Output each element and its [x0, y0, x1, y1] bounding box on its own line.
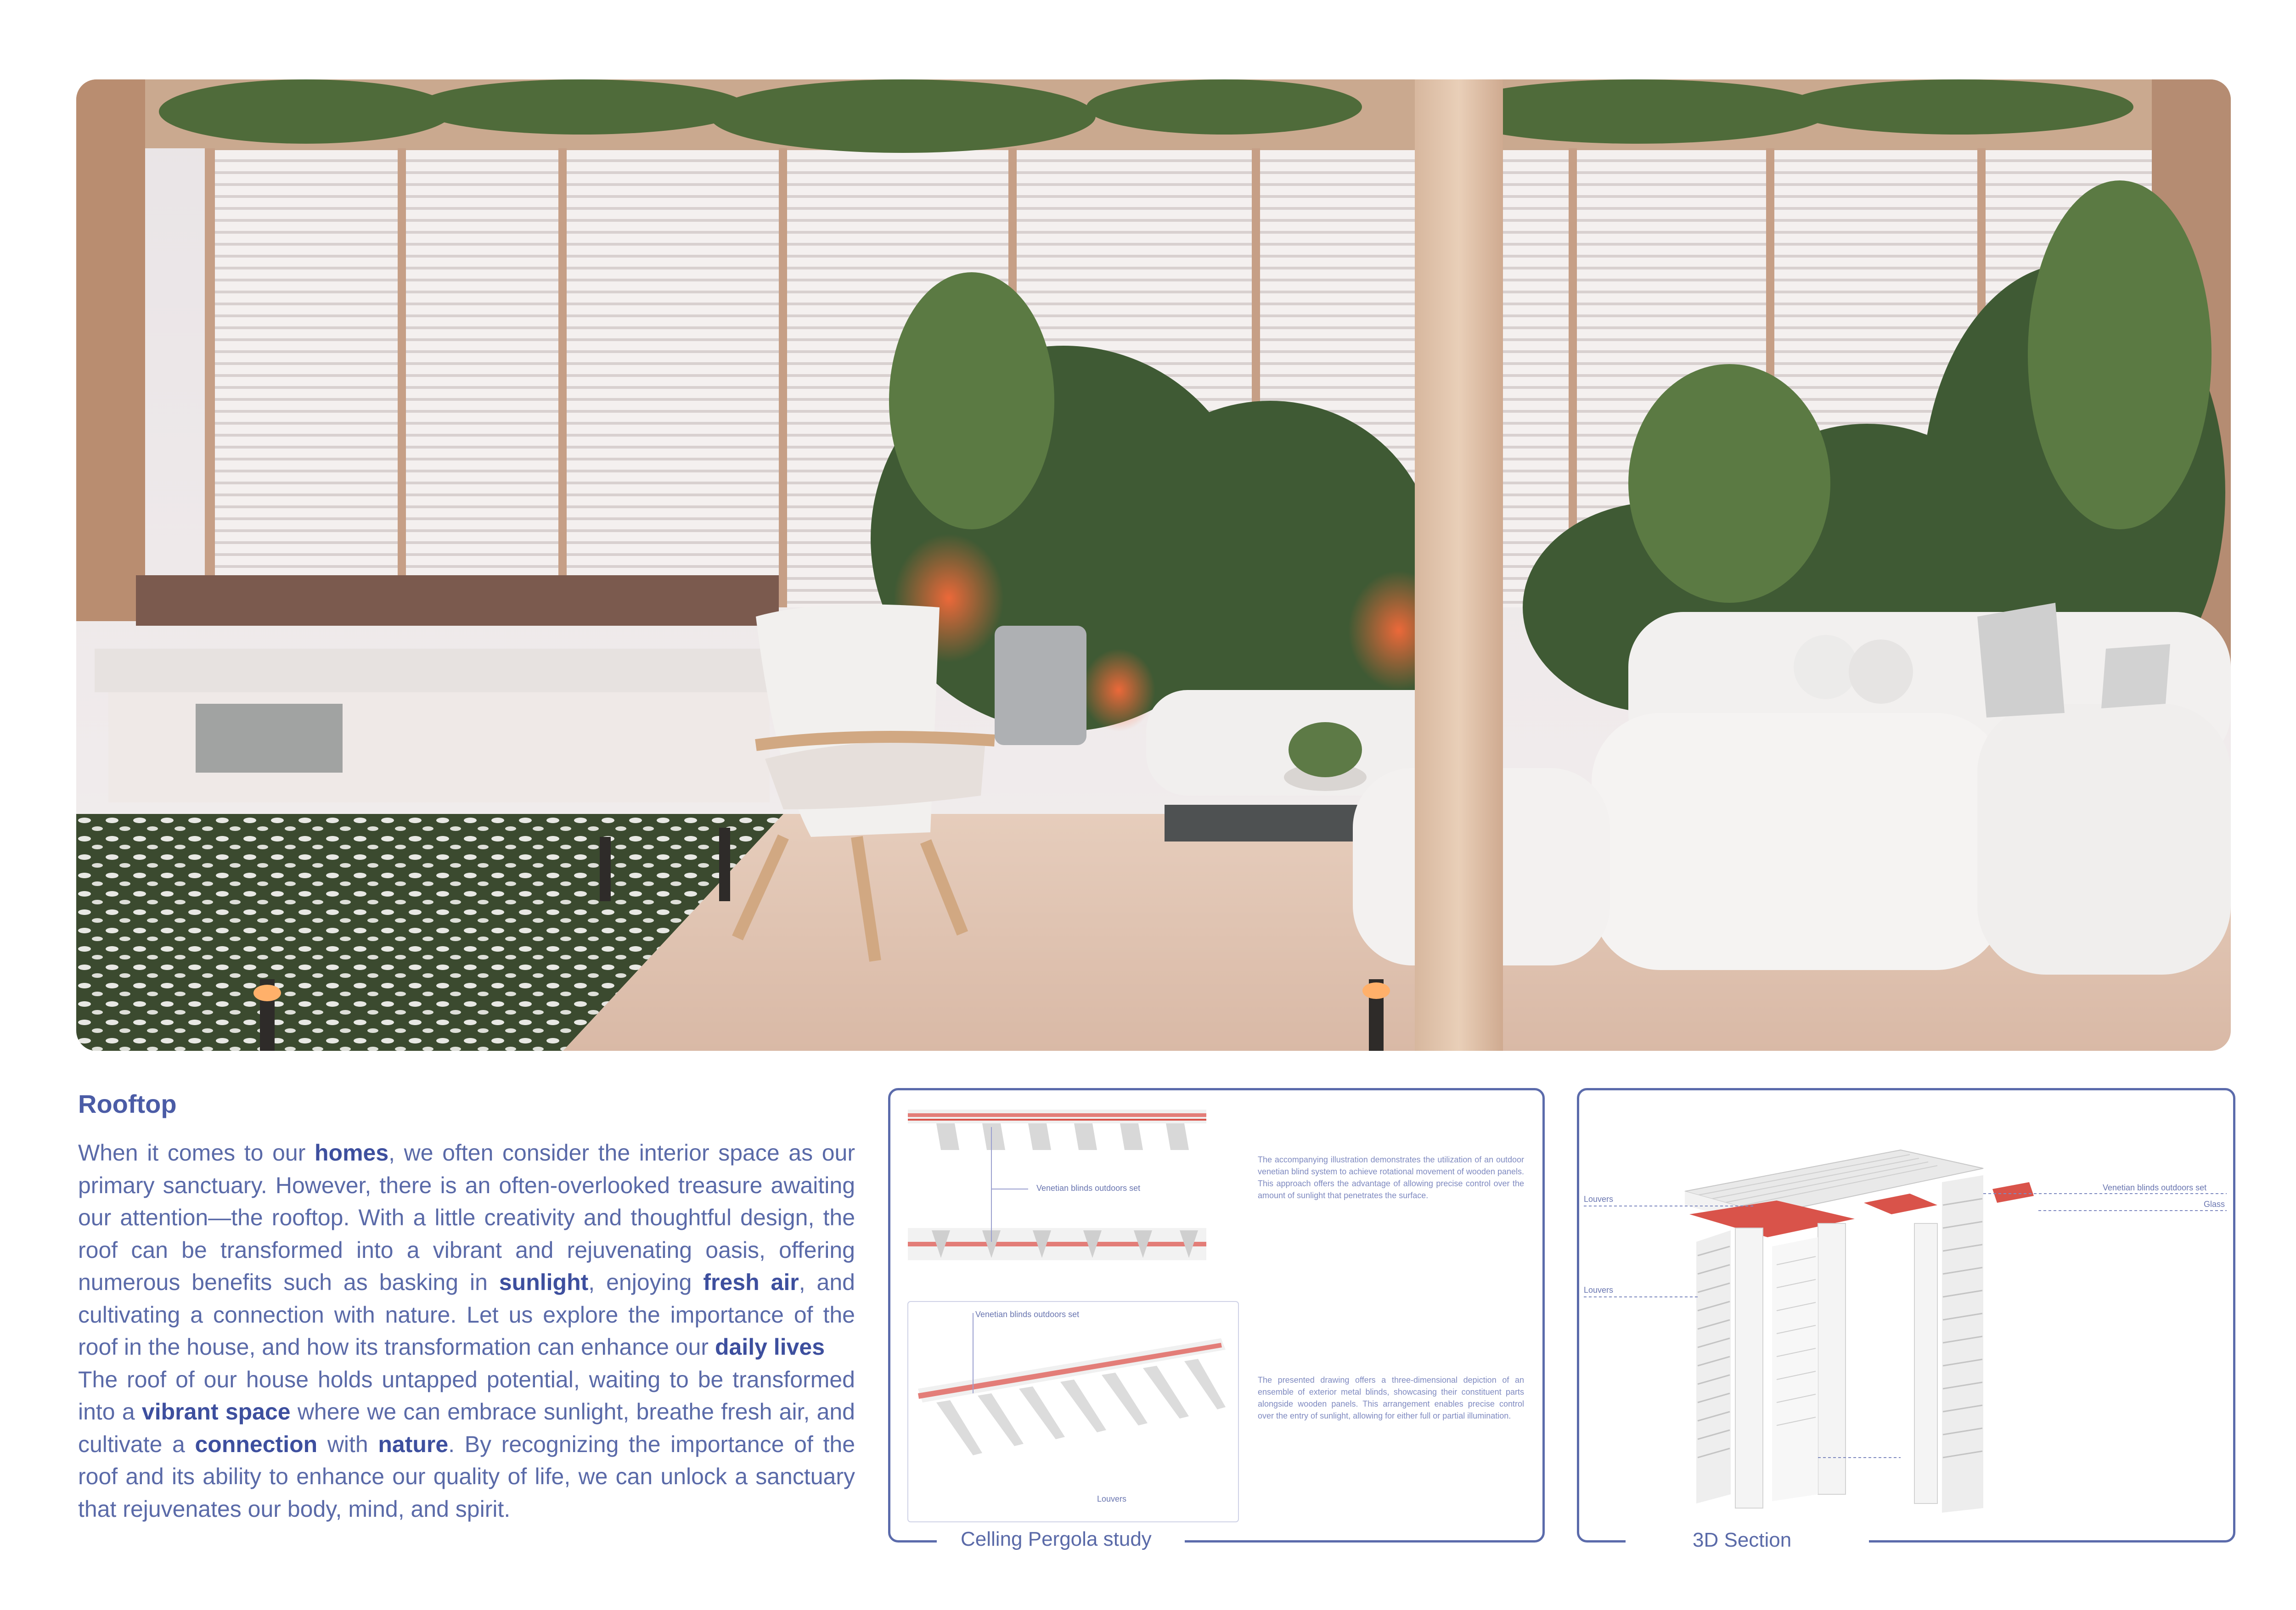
section-3d-drawing: [1579, 1090, 2233, 1540]
section-3d-panel: [1577, 1088, 2235, 1543]
body-text-run: , enjoying: [588, 1269, 703, 1295]
section-body: [78, 1137, 855, 1525]
body-text-run: The roof of our house holds untapped potential, waiting to be transformed into a: [78, 1366, 855, 1425]
pergola-description-bottom: The presented drawing offers a three-dimensional depiction of an ensemble of exterior metal blinds, showcasing their constituent parts alongside wooden panels. This arrangement enables precise control over the entry of sunlight, allowing for either full or partial illumination.: [1258, 1375, 1524, 1420]
label-louvers-mid: Louvers: [1584, 1285, 1614, 1295]
paragraph-2: [78, 1367, 855, 1522]
label-venetian-blinds: Venetian blinds outdoors set: [2103, 1183, 2207, 1192]
body-text-run: where we can embrace sunlight, breathe fresh air, and cultivate a: [78, 1399, 855, 1457]
emphasis-text: fresh air: [703, 1269, 799, 1295]
label-blinds-top: Venetian blinds outdoors set: [1036, 1184, 1141, 1193]
emphasis-text: connection: [195, 1431, 318, 1457]
emphasis-text: nature: [378, 1431, 449, 1457]
rooftop-render-image: [76, 79, 2231, 1051]
emphasis-text: homes: [314, 1140, 389, 1166]
body-text-run: with: [317, 1431, 378, 1457]
paragraph-1: [78, 1140, 855, 1360]
label-louvers-top: Louvers: [1584, 1195, 1614, 1204]
pergola-study-panel: [888, 1088, 1545, 1543]
body-text-run: . By recognizing the importance of the roof and its ability to enhance our quality of life, we can unlock a sanctuary that rejuvenates our body, mind, and spirit.: [78, 1431, 855, 1522]
emphasis-text: vibrant space: [141, 1399, 291, 1425]
pergola-description-top: The accompanying illustration demonstrates the utilization of an outdoor venetian blind system to achieve rotational movement of wooden panels. This approach offers the advantage of allowing precise control over the amount of sunlight that penetrates the surface.: [1258, 1155, 1524, 1200]
pergola-study-caption: Celling Pergola study: [961, 1528, 1152, 1550]
label-glass: Glass: [2204, 1200, 2225, 1209]
emphasis-text: sunlight: [499, 1269, 589, 1295]
body-text-run: , and cultivating a connection with nature. Let us explore the importance of the roof in the house, and how its transformation can enhance our: [78, 1269, 855, 1360]
emphasis-text: daily lives: [715, 1334, 825, 1360]
body-text-run: When it comes to our: [78, 1140, 315, 1166]
section-title: Rooftop: [78, 1089, 177, 1118]
section-3d-caption: 3D Section: [1693, 1529, 1792, 1551]
label-blinds-bottom: Venetian blinds outdoors set: [975, 1310, 1080, 1319]
label-louvers: Louvers: [1097, 1494, 1127, 1503]
body-text-run: , we often consider the interior space as our primary sanctuary. However, there is an often-overlooked treasure awaiting our attention—the rooftop. With a little creativity and thoughtful design, the roof can be transformed into a vibrant and rejuvenating oasis, offering numerous benefits such as basking in: [78, 1140, 855, 1295]
